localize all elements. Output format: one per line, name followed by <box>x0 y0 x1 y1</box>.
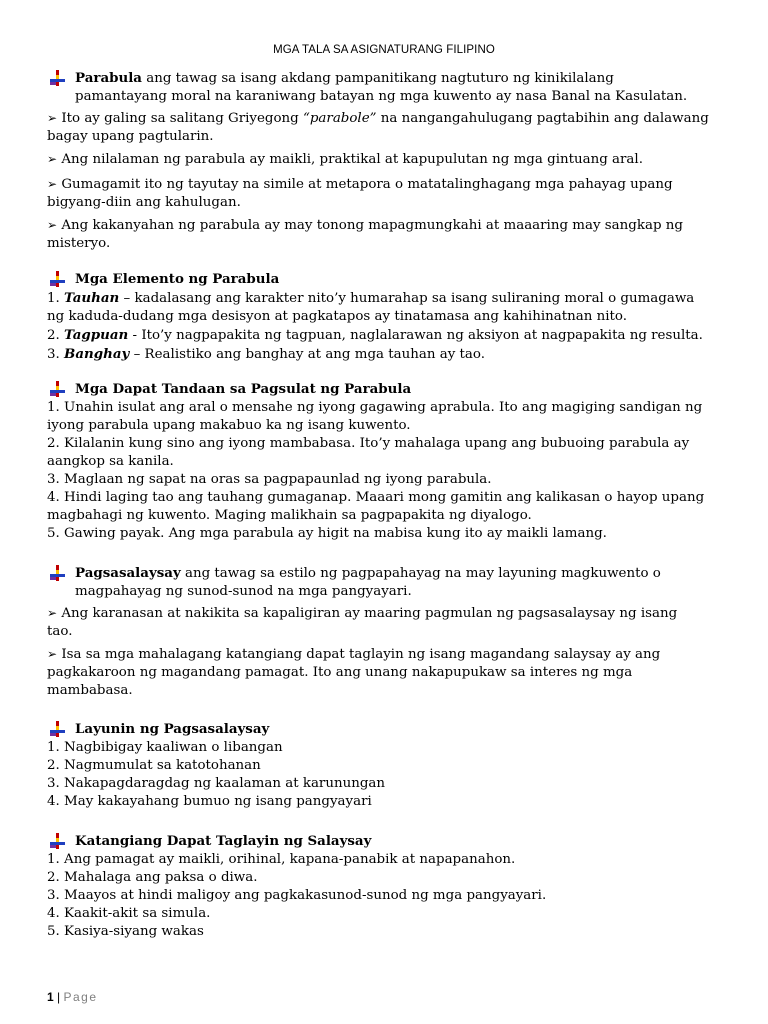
list-item: 4. Kaakit-akit sa simula. <box>47 906 211 921</box>
list-item: 3. Nakapagdaragdag ng kaalaman at karunungan <box>47 776 386 791</box>
list-item: 1. Nagbibigay kaaliwan o libangan <box>47 740 283 755</box>
colored-cross-bullet-icon <box>49 721 67 737</box>
intro-bullet-item: ➢ Ito ay galing sa salitang Griyegong “parabole” na nangangahulugang pagtabihin ang dalawang bagay upang pagtularin. <box>47 111 709 144</box>
layunin-list <box>47 739 737 811</box>
list-item: 3. Maayos at hindi maligoy ang pagkakasunod-sunod ng mga pangyayari. <box>47 888 547 903</box>
intro-bullets <box>47 109 737 253</box>
colored-cross-bullet-icon <box>49 833 67 849</box>
list-item: 5. Gawing payak. Ang mga parabula ay higit na mabisa kung ito ay maikli lamang. <box>47 526 607 541</box>
arrow-bullet-icon: ➢ <box>47 647 58 661</box>
elements-heading: Mga Elemento ng Parabula <box>75 271 280 287</box>
list-item: 4. Hindi laging tao ang tauhang gumaganap. Maaari mong gamitin ang kalikasan o hayop upang magbahagi ng kuwento. Maging malikhain sa pagpapakita ng diyalogo. <box>47 490 705 523</box>
intro-bullet-item: ➢ Ang kakanyahan ng parabula ay may tonong mapagmungkahi at maaaring may sangkap ng misteryo. <box>47 218 683 251</box>
arrow-bullet-icon: ➢ <box>47 606 58 620</box>
footer-separator: | <box>53 990 64 1004</box>
salaysay-bullet-item: ➢ Isa sa mga mahalagang katangiang dapat taglayin ng isang magandang salaysay ay ang pagkakaroon ng magandang pamagat. Ito ang unang nakapupukaw sa interes ng mga mambabasa. <box>47 647 661 698</box>
katangian-heading: Katangiang Dapat Taglayin ng Salaysay <box>75 833 372 849</box>
list-item: 2. Tagpuan - Ito’y nagpapakita ng tagpuan, naglalarawan ng aksiyon at nagpapakita ng resulta. <box>47 327 703 343</box>
parabula-definition-line2: pamantayang moral na karaniwang batayan ng mga kuwento ay nasa Banal na Kasulatan. <box>75 89 688 104</box>
list-item: 1. Unahin isulat ang aral o mensahe ng iyong gagawing aprabula. Ito ang magiging sandigan ng iyong parabula upang makabuo ka ng isang kuwento. <box>47 400 703 433</box>
arrow-bullet-icon: ➢ <box>47 177 58 191</box>
document-page: MGA TALA SA ASIGNATURANG FILIPINO Parabula ang tawag sa isang akdang pampanitikang nagtuturo ng kinikilalang pamantayang moral na karaniwang batayan ng mga kuwento ay nasa Banal na Kasulatan. ➢ Ito ay galing sa salitang Griyegong “parabole” na nangangahulugang pagtabihin ang dalawang bagay upang pagtularin. ➢ Ang nilalaman ng parabula ay maikli, praktikal at kapupulutan ng mga gintuang aral. ➢ Gumagamit ito ng tayutay na simile at metapora o matatalinghagang mga pahayag upang bigyang-diin ang kahulugan. ➢ Ang kakanyahan ng parabula ay may tonong mapagmungkahi at maaaring may sangkap ng misteryo. Mga Elemento ng Parabula 1. Tauhan – kadalasang ang karakter nito’y humarahap sa isang suliraning moral o gumagawa ng kaduda-dudang mga desisyon at pagkatapos ay tinatamasa ang kahihinatnan nito. 2. Tagpuan - Ito’y nagpapakita ng tagpuan, naglalarawan ng aksiyon at nagpapakita ng resulta. 3. Banghay – Realistiko ang banghay at ang mga tauhan ay tao. Mga Dapat Tandaan sa Pagsulat ng Parabula 1. Unahin isulat ang aral o mensahe ng iyong gagawing aprabula. Ito ang magiging sandigan ng iyong parabula upang makabuo ka ng isang kuwento. 2. Kilalanin kung sino ang iyong mambabasa. Ito’y mahalaga upang ang bubuoing parabula ay aangkop sa kanila. 3. Maglaan ng sapat na oras sa pagpapaunlad ng iyong parabula. 4. Hindi laging tao ang tauhang gumaganap. Maaari mong gamitin ang kalikasan o hayop upang magbahagi ng kuwento. Maging malikhain sa pagpapakita ng diyalogo. 5. Gawing payak. Ang mga parabula ay higit na mabisa kung ito ay maikli lamang. Pagsasalaysay ang tawag sa estilo ng pagpapahayag na may layuning magkuwento o magpahayag ng sunod-sunod na mga pangyayari. ➢ Ang karanasan at nakikita sa kapaligiran ay maaring pagmulan ng pagsasalaysay ng isang tao. ➢ Isa sa mga mahalagang katangiang dapat taglayin ng isang magandang salaysay ay ang pagkakaroon ng magandang pamagat. Ito ang unang nakapupukaw sa interes ng mga mambabasa. Layunin ng Pagsasalaysay 1. Nagbibigay kaaliwan o libangan 2. Nagmumulat sa katotohanan 3. Nakapagdaragdag ng kaalaman at karunungan 4. May kakayahang bumuo ng isang pangyayari Katangiang Dapat Taglayin ng Salaysay 1. Ang pamagat ay maikli, orihinal, kapana-panabik at napapanahon. 2. Mahalaga ang paksa o diwa. 3. Maayos at hindi maligoy ang pagkakasunod-sunod ng mga pangyayari. 4. Kaakit-akit sa simula. 5. Kasiya-siyang wakas 1 | Page <box>0 0 768 1024</box>
colored-cross-bullet-icon <box>49 70 67 86</box>
salaysay-bullet-item: ➢ Ang karanasan at nakikita sa kapaligiran ay maaring pagmulan ng pagsasalaysay ng isang tao. <box>47 606 678 639</box>
colored-cross-bullet-icon <box>49 381 67 397</box>
arrow-bullet-icon: ➢ <box>47 111 58 125</box>
list-item: 2. Kilalanin kung sino ang iyong mambabasa. Ito’y mahalaga upang ang bubuoing parabula ay aangkop sa kanila. <box>47 436 690 469</box>
page-number: 1 <box>47 990 54 1004</box>
list-item: 1. Tauhan – kadalasang ang karakter nito’y humarahap sa isang suliraning moral o gumagawa ng kaduda-dudang mga desisyon at pagkatapos ay tinatamasa ang kahihinatnan nito. <box>47 290 695 324</box>
list-item: 3. Banghay – Realistiko ang banghay at ang mga tauhan ay tao. <box>47 346 485 362</box>
pagsasalaysay-term: Pagsasalaysay <box>75 565 181 581</box>
document-title: MGA TALA SA ASIGNATURANG FILIPINO <box>273 44 495 56</box>
salaysay-bullets <box>47 604 737 700</box>
list-item: 2. Nagmumulat sa katotohanan <box>47 758 261 773</box>
list-item: 3. Maglaan ng sapat na oras sa pagpapaunlad ng iyong parabula. <box>47 472 492 487</box>
page-footer <box>47 990 98 1004</box>
guidelines-list <box>47 399 737 543</box>
list-item: 5. Kasiya-siyang wakas <box>47 924 204 939</box>
katangian-list <box>47 851 737 941</box>
colored-cross-bullet-icon <box>49 271 67 287</box>
layunin-heading: Layunin ng Pagsasalaysay <box>75 721 270 737</box>
list-item: 2. Mahalaga ang paksa o diwa. <box>47 870 258 885</box>
guidelines-heading: Mga Dapat Tandaan sa Pagsulat ng Parabula <box>75 381 412 397</box>
page-label: Page <box>63 990 98 1004</box>
colored-cross-bullet-icon <box>49 565 67 581</box>
parabula-definition-line1: ang tawag sa isang akdang pampanitikang nagtuturo ng kinikilalang <box>141 71 614 86</box>
arrow-bullet-icon: ➢ <box>47 218 58 232</box>
list-item: 1. Ang pamagat ay maikli, orihinal, kapana-panabik at napapanahon. <box>47 852 516 867</box>
arrow-bullet-icon: ➢ <box>47 152 58 166</box>
intro-bullet-item: ➢ Ang nilalaman ng parabula ay maikli, praktikal at kapupulutan ng mga gintuang aral. <box>47 152 643 167</box>
parabula-term: Parabula <box>75 70 142 86</box>
list-item: 4. May kakayahang bumuo ng isang pangyayari <box>47 794 372 809</box>
elements-list <box>47 289 737 364</box>
intro-bullet-item: ➢ Gumagamit ito ng tayutay na simile at metapora o matatalinghagang mga pahayag upang bigyang-diin ang kahulugan. <box>47 177 673 210</box>
